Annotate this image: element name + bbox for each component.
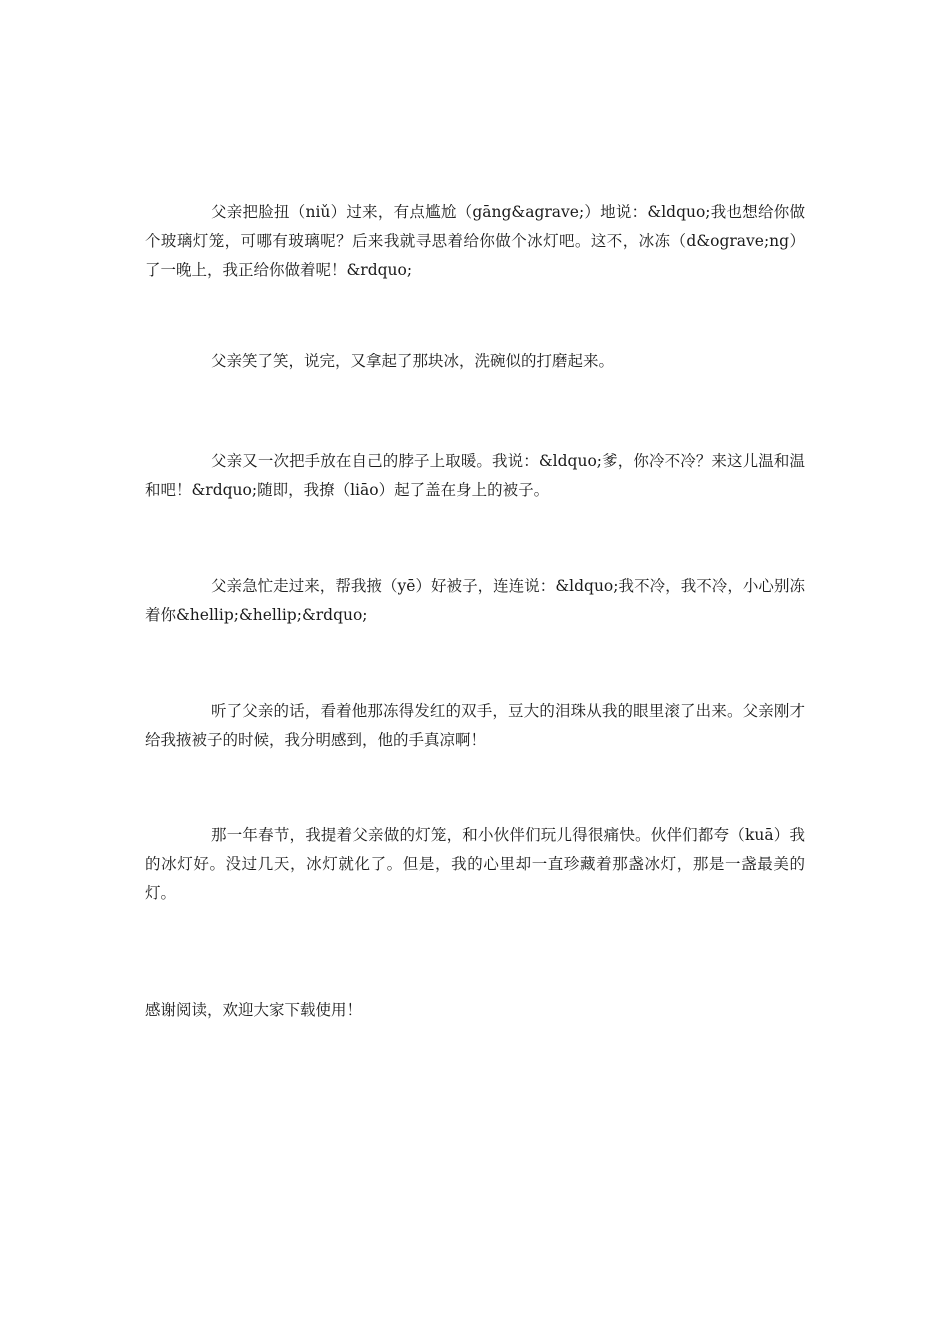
paragraph-2: 父亲笑了笑，说完，又拿起了那块冰，洗碗似的打磨起来。 <box>211 352 615 370</box>
paragraph-3: 父亲又一次把手放在自己的脖子上取暖。我说：&ldquo;爹，你冷不冷？来这儿温和温和吧！&rdquo;随即，我撩（liāo）起了盖在身上的被子。 <box>145 452 805 499</box>
paragraph-4: 父亲急忙走过来，帮我掖（yē）好被子，连连说：&ldquo;我不冷，我不冷，小心别冻着你&hellip;&hellip;&rdquo; <box>145 577 805 624</box>
paragraph-5: 听了父亲的话，看着他那冻得发红的双手，豆大的泪珠从我的眼里滚了出来。父亲刚才给我掖被子的时候，我分明感到，他的手真凉啊！ <box>145 702 805 749</box>
paragraph-6: 那一年春节，我提着父亲做的灯笼，和小伙伴们玩儿得很痛快。伙伴们都夸（kuā）我的冰灯好。没过几天，冰灯就化了。但是，我的心里却一直珍藏着那盏冰灯，那是一盏最美的灯。 <box>145 826 805 902</box>
paragraph-1: 父亲把脸扭（niǔ）过来，有点尴尬（gāng&agrave;）地说：&ldquo;我也想给你做个玻璃灯笼，可哪有玻璃呢？后来我就寻思着给你做个冰灯吧。这不，冰冻（d&ograve;ng）了一晚上，我正给你做着呢！&rdquo; <box>145 203 805 279</box>
closing-note: 感谢阅读，欢迎大家下载使用！ <box>145 1001 363 1019</box>
